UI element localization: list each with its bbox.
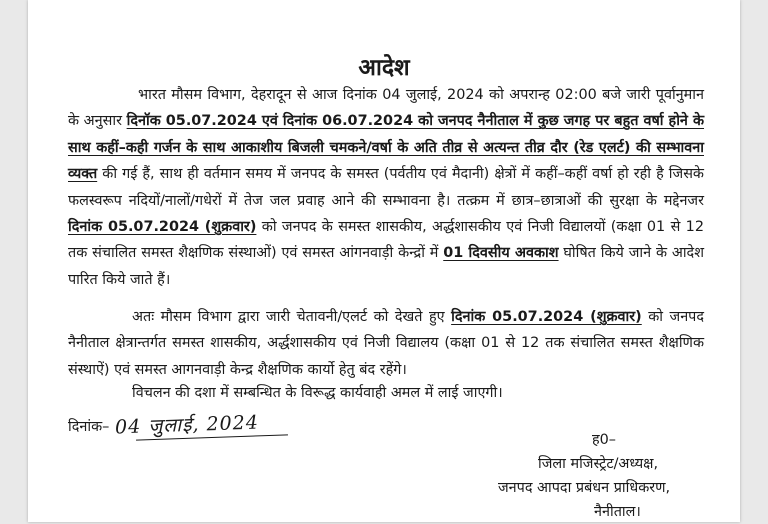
paragraph-2 (68, 304, 704, 383)
signature-block (498, 428, 738, 524)
paragraph-3: विचलन की दशा में सम्बन्धित के विरूद्ध कार्यवाही अमल में लाई जाएगी। (132, 385, 503, 401)
paragraph-1-text-2: की गई हैं, साथ ही वर्तमान समय में जनपद के समस्त (पर्वतीय एवं मैदानी) क्षेत्रों में कहीं–कहीं वर्षा हो रही है जिसके फलस्वरूप नदियों/नालों/गधेरों में तेज जल प्रवाह आने की सम्भावना है। तत्क्रम में छात्र–छात्राओं की सुरक्षा के मद्देनजर (68, 166, 704, 209)
signature-place: नैनीताल। (594, 504, 641, 520)
signature-authority: जनपद आपदा प्रबंधन प्राधिकरण, (498, 480, 671, 496)
date-label: दिनांक– (68, 419, 110, 435)
paragraph-2-highlight-1: दिनांक 05.07.2024 (शुक्रवार) (451, 309, 642, 325)
paragraph-2-text-2: को जनपद नैनीताल क्षेत्रान्तर्गत समस्त शासकीय, अर्द्धशासकीय एवं निजी विद्यालय (कक्षा 01 से 12 तक संचालित समस्त शैक्षणिक संस्थाऐं) एवं समस्त आगनवाड़ी केन्द्र शैक्षणिक कार्यो हेतु बंद रहेंगे। (68, 309, 704, 378)
paragraph-1-text-4: घोषित किये जाने के आदेश पारित किये जाते हैं। (68, 245, 704, 288)
paragraph-1-text-3: को जनपद के समस्त शासकीय, अर्द्धशासकीय एवं निजी विद्यालयों (कक्षा 01 से 12 तक संचालित समस्त शैक्षणिक संस्थाओं) एवं समस्त आंगनवाड़ी केन्द्रों में (68, 219, 704, 262)
paragraph-1-highlight-1: दिनॉक 05.07.2024 एवं दिनांक 06.07.2024 को जनपद नैनीताल में कुछ जगह पर बहुत वर्षा होने के साथ कहीं–कही गर्जन के साथ आकाशीय बिजली चमकने/वर्षा के अति तीव्र से अत्यन्त तीव्र दौर (रेड एलर्ट) की सम्भावना व्यक्त (68, 113, 705, 183)
paragraph-1-text-1: भारत मौसम विभाग, देहरादून से आज दिनांक 04 जुलाई, 2024 को अपरान्ह 02:00 बजे जारी पूर्वानुमान के अनुसार (68, 87, 704, 130)
paragraph-1 (68, 82, 704, 293)
document-title: आदेश (358, 55, 410, 81)
signature-designation: जिला मजिस्ट्रेट/अध्यक्ष, (538, 456, 659, 472)
signature-mark: ह0– (592, 432, 616, 448)
paragraph-1-highlight-3: 01 दिवसीय अवकाश (443, 245, 559, 262)
handwritten-date: 04 जुलाई, 2024 (115, 411, 260, 439)
paragraph-1-highlight-2: दिनांक 05.07.2024 (शुक्रवार) (68, 219, 257, 236)
paragraph-2-text-1: अतः मौसम विभाग द्वारा जारी चेतावनी/एलर्ट को देखते हुए (132, 309, 452, 325)
document-page (28, 0, 740, 522)
